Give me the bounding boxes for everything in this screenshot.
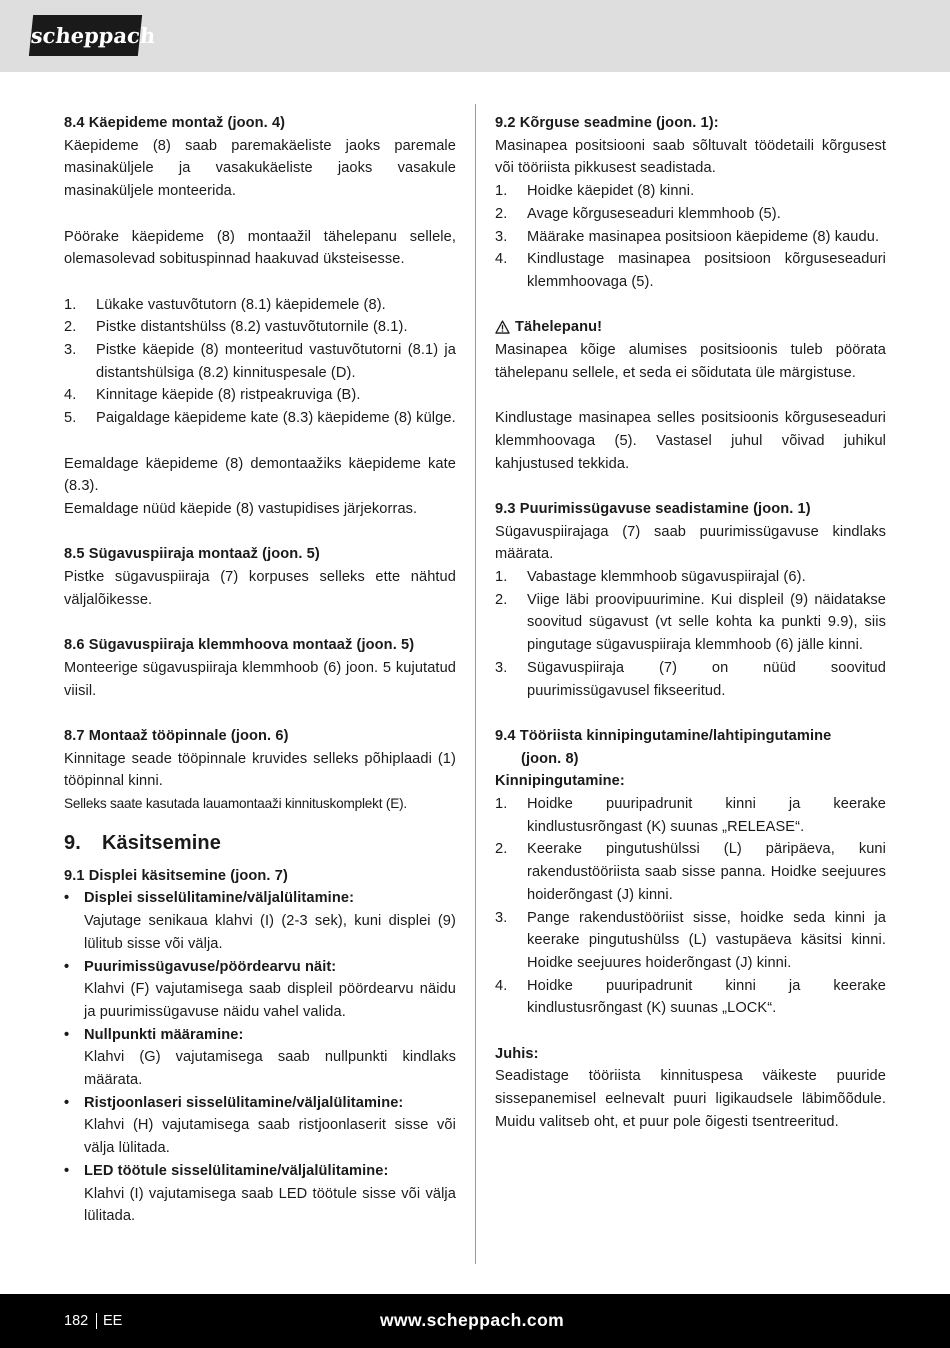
section-9-3-title: 9.3 Puurimissügavuse seadistamine (joon. 1) [495, 500, 811, 517]
section-8-7-paragraph: Selleks saate kasutada lauamontaaži kinnituskomplekt (E). [64, 796, 407, 811]
column-divider [475, 104, 476, 1264]
section-9-2-steps [495, 180, 886, 294]
chapter-title: Käsitsemine [102, 831, 221, 854]
list-item: 2. Viige läbi proovipuurimine. Kui displeil (9) näidatakse soovitud sügavust (vt selle kohta ka punkti 9.9), siis pingutage sügavuspiiraja klemmhoob (6) jälle kinni. [495, 591, 886, 654]
website-link[interactable]: www.scheppach.com [380, 1310, 565, 1330]
section-9-4-subtitle: Kinnipingutamine: [495, 773, 625, 790]
list-item: 4. Hoidke puuripadrunit kinni ja keerake kindlustusrõngast (K) suunas „LOCK“. [495, 977, 886, 1017]
list-item: 1. Vabastage klemmhoob sügavuspiirajal (6). [495, 569, 806, 586]
page-footer [0, 1294, 950, 1348]
section-9-3-paragraph: Sügavuspiirajaga (7) saab puurimissügavuse kindlaks määrata. [495, 523, 886, 563]
note-paragraph: Seadistage tööriista kinnituspesa väikeste puuride sissepanemisel eelnevalt puuri ligikaudsele läbimõõdule. Muidu valitseb oht, et puur pole õigesti tsentreeritud. [495, 1068, 886, 1130]
section-8-4-paragraph: Eemaldage käepideme (8) demontaažiks käepideme kate (8.3). [64, 455, 456, 495]
warning-heading [495, 316, 886, 339]
list-item: 4. Kindlustage masinapea positsioon kõrguseseaduri klemmhoovaga (5). [495, 251, 886, 290]
list-item: • Ristjoonlaseri sisselülitamine/väljalülitamine: Klahvi (H) vajutamisega saab ristjoonlaserit sisse või välja lülitada. [64, 1094, 456, 1157]
list-item: 3. Määrake masinapea positsioon käepideme (8) kaudu. [495, 228, 880, 245]
page-header [0, 0, 950, 72]
section-8-4-steps [64, 294, 456, 430]
section-9-2-paragraph: Masinapea positsiooni saab sõltuvalt töödetaili kõrgusest või tööriista pikkusest seadistada. [495, 137, 886, 177]
section-8-4-paragraph: Käepideme (8) saab paremakäeliste jaoks paremale masinaküljele ja vasakukäeliste jaoks vasakule masinaküljele monteerida. [64, 137, 456, 200]
section-9-3-steps [495, 566, 886, 702]
warning-triangle-icon [495, 320, 510, 334]
section-9-1-title: 9.1 Displei käsitsemine (joon. 7) [64, 867, 288, 884]
section-8-6-title: 8.6 Sügavuspiiraja klemmhoova montaaž (joon. 5) [64, 637, 415, 654]
section-8-7-title: 8.7 Montaaž tööpinnale (joon. 6) [64, 727, 289, 744]
warning-paragraph: Kindlustage masinapea selles positsioonis kõrguseseaduri klemmhoovaga (5). Vastasel juhul võivad juhikul kahjustused tekkida. [495, 410, 886, 472]
list-item: 2. Avage kõrguseseaduri klemmhoob (5). [495, 205, 781, 222]
list-item: 4. Kinnitage käepide (8) ristpeakruviga (B). [64, 387, 361, 404]
section-9-4-steps [495, 793, 886, 1020]
note-title: Juhis: [495, 1045, 539, 1062]
section-8-4-paragraph: Eemaldage nüüd käepide (8) vastupidises järjekorras. [64, 500, 418, 517]
list-item: • Nullpunkti määramine: Klahvi (G) vajutamisega saab nullpunkti kindlaks määrata. [64, 1026, 456, 1089]
list-item: 2. Keerake pingutushülssi (L) päripäeva, kuni rakendustööriista saab sisse panna. Hoidke seejuures hoiderõngast (J) kinni. [495, 841, 886, 903]
list-item: • Puurimissügavuse/pöördearvu näit: Klahvi (F) vajutamisega saab displeil pöördearvu näidu ja puurimissügavuse näidu vahel valida. [64, 958, 456, 1020]
warning-title: Tähelepanu! [515, 319, 603, 336]
section-9-4-title: 9.4 Tööriista kinnipingutamine/lahtipingutamine [495, 727, 832, 744]
footer-separator [96, 1313, 97, 1329]
left-column [64, 112, 456, 1228]
language-code: EE [103, 1313, 123, 1329]
section-9-1-list [64, 887, 456, 1228]
list-item: • LED töötule sisselülitamine/väljalülitamine: Klahvi (I) vajutamisega saab LED töötule sisse või välja lülitada. [64, 1162, 456, 1225]
section-8-4-paragraph: Pöörake käepideme (8) montaažil tähelepanu sellele, olemasolevad sobituspinnad haakuvad üksteisesse. [64, 228, 456, 268]
scheppach-logo: scheppach [29, 15, 142, 56]
section-8-4-title: 8.4 Käepideme montaž (joon. 4) [64, 115, 286, 131]
section-8-6-paragraph: Monteerige sügavuspiiraja klemmhoob (6) joon. 5 kujutatud viisil. [64, 659, 456, 699]
list-item: 3. Sügavuspiiraja (7) on nüüd soovitud puurimissügavusel fikseeritud. [495, 659, 886, 699]
list-item: 3. Pistke käepide (8) monteeritud vastuvõtutorni (8.1) ja distantshülsiga (8.2) kinnituspesale (D). [64, 342, 456, 381]
section-9-4-title-cont: (joon. 8) [521, 750, 579, 767]
list-item: • Displei sisselülitamine/väljalülitamine: Vajutage senikaua klahvi (I) (2-3 sek), kuni displei (9) lülitub sisse või välja. [64, 890, 456, 952]
chapter-9-heading [64, 829, 456, 857]
section-8-7-paragraph: Kinnitage seade tööpinnale kruvides selleks põhiplaadi (1) tööpinnal kinni. [64, 750, 456, 790]
section-9-2-title: 9.2 Kõrguse seadmine (joon. 1): [495, 115, 719, 131]
section-8-5-paragraph: Pistke sügavuspiiraja (7) korpuses selleks ette nähtud väljalõikesse. [64, 569, 456, 608]
list-item: 5. Paigaldage käepideme kate (8.3) käepideme (8) külge. [64, 410, 456, 427]
right-column [495, 112, 886, 1134]
chapter-number: 9. [64, 831, 81, 854]
list-item: 2. Pistke distantshülss (8.2) vastuvõtutornile (8.1). [64, 319, 408, 336]
warning-paragraph: Masinapea kõige alumises positsioonis tuleb pöörata tähelepanu sellele, et seda ei sõidutata üle märgistuse. [495, 342, 886, 381]
list-item: 1. Hoidke puuripadrunit kinni ja keerake kindlustusrõngast (K) suunas „RELEASE“. [495, 796, 886, 835]
section-8-5-title: 8.5 Sügavuspiiraja montaaž (joon. 5) [64, 546, 320, 563]
list-item: 1. Hoidke käepidet (8) kinni. [495, 183, 695, 200]
list-item: 3. Pange rakendustööriist sisse, hoidke seda kinni ja keerake pingutushülss (L) vastupäeva käsitsi kinni. Hoidke seejuures hoiderõngast (J) kinni. [495, 909, 886, 971]
list-item: 1. Lükake vastuvõtutorn (8.1) käepidemele (8). [64, 296, 386, 313]
page-number: 182 [64, 1313, 89, 1329]
